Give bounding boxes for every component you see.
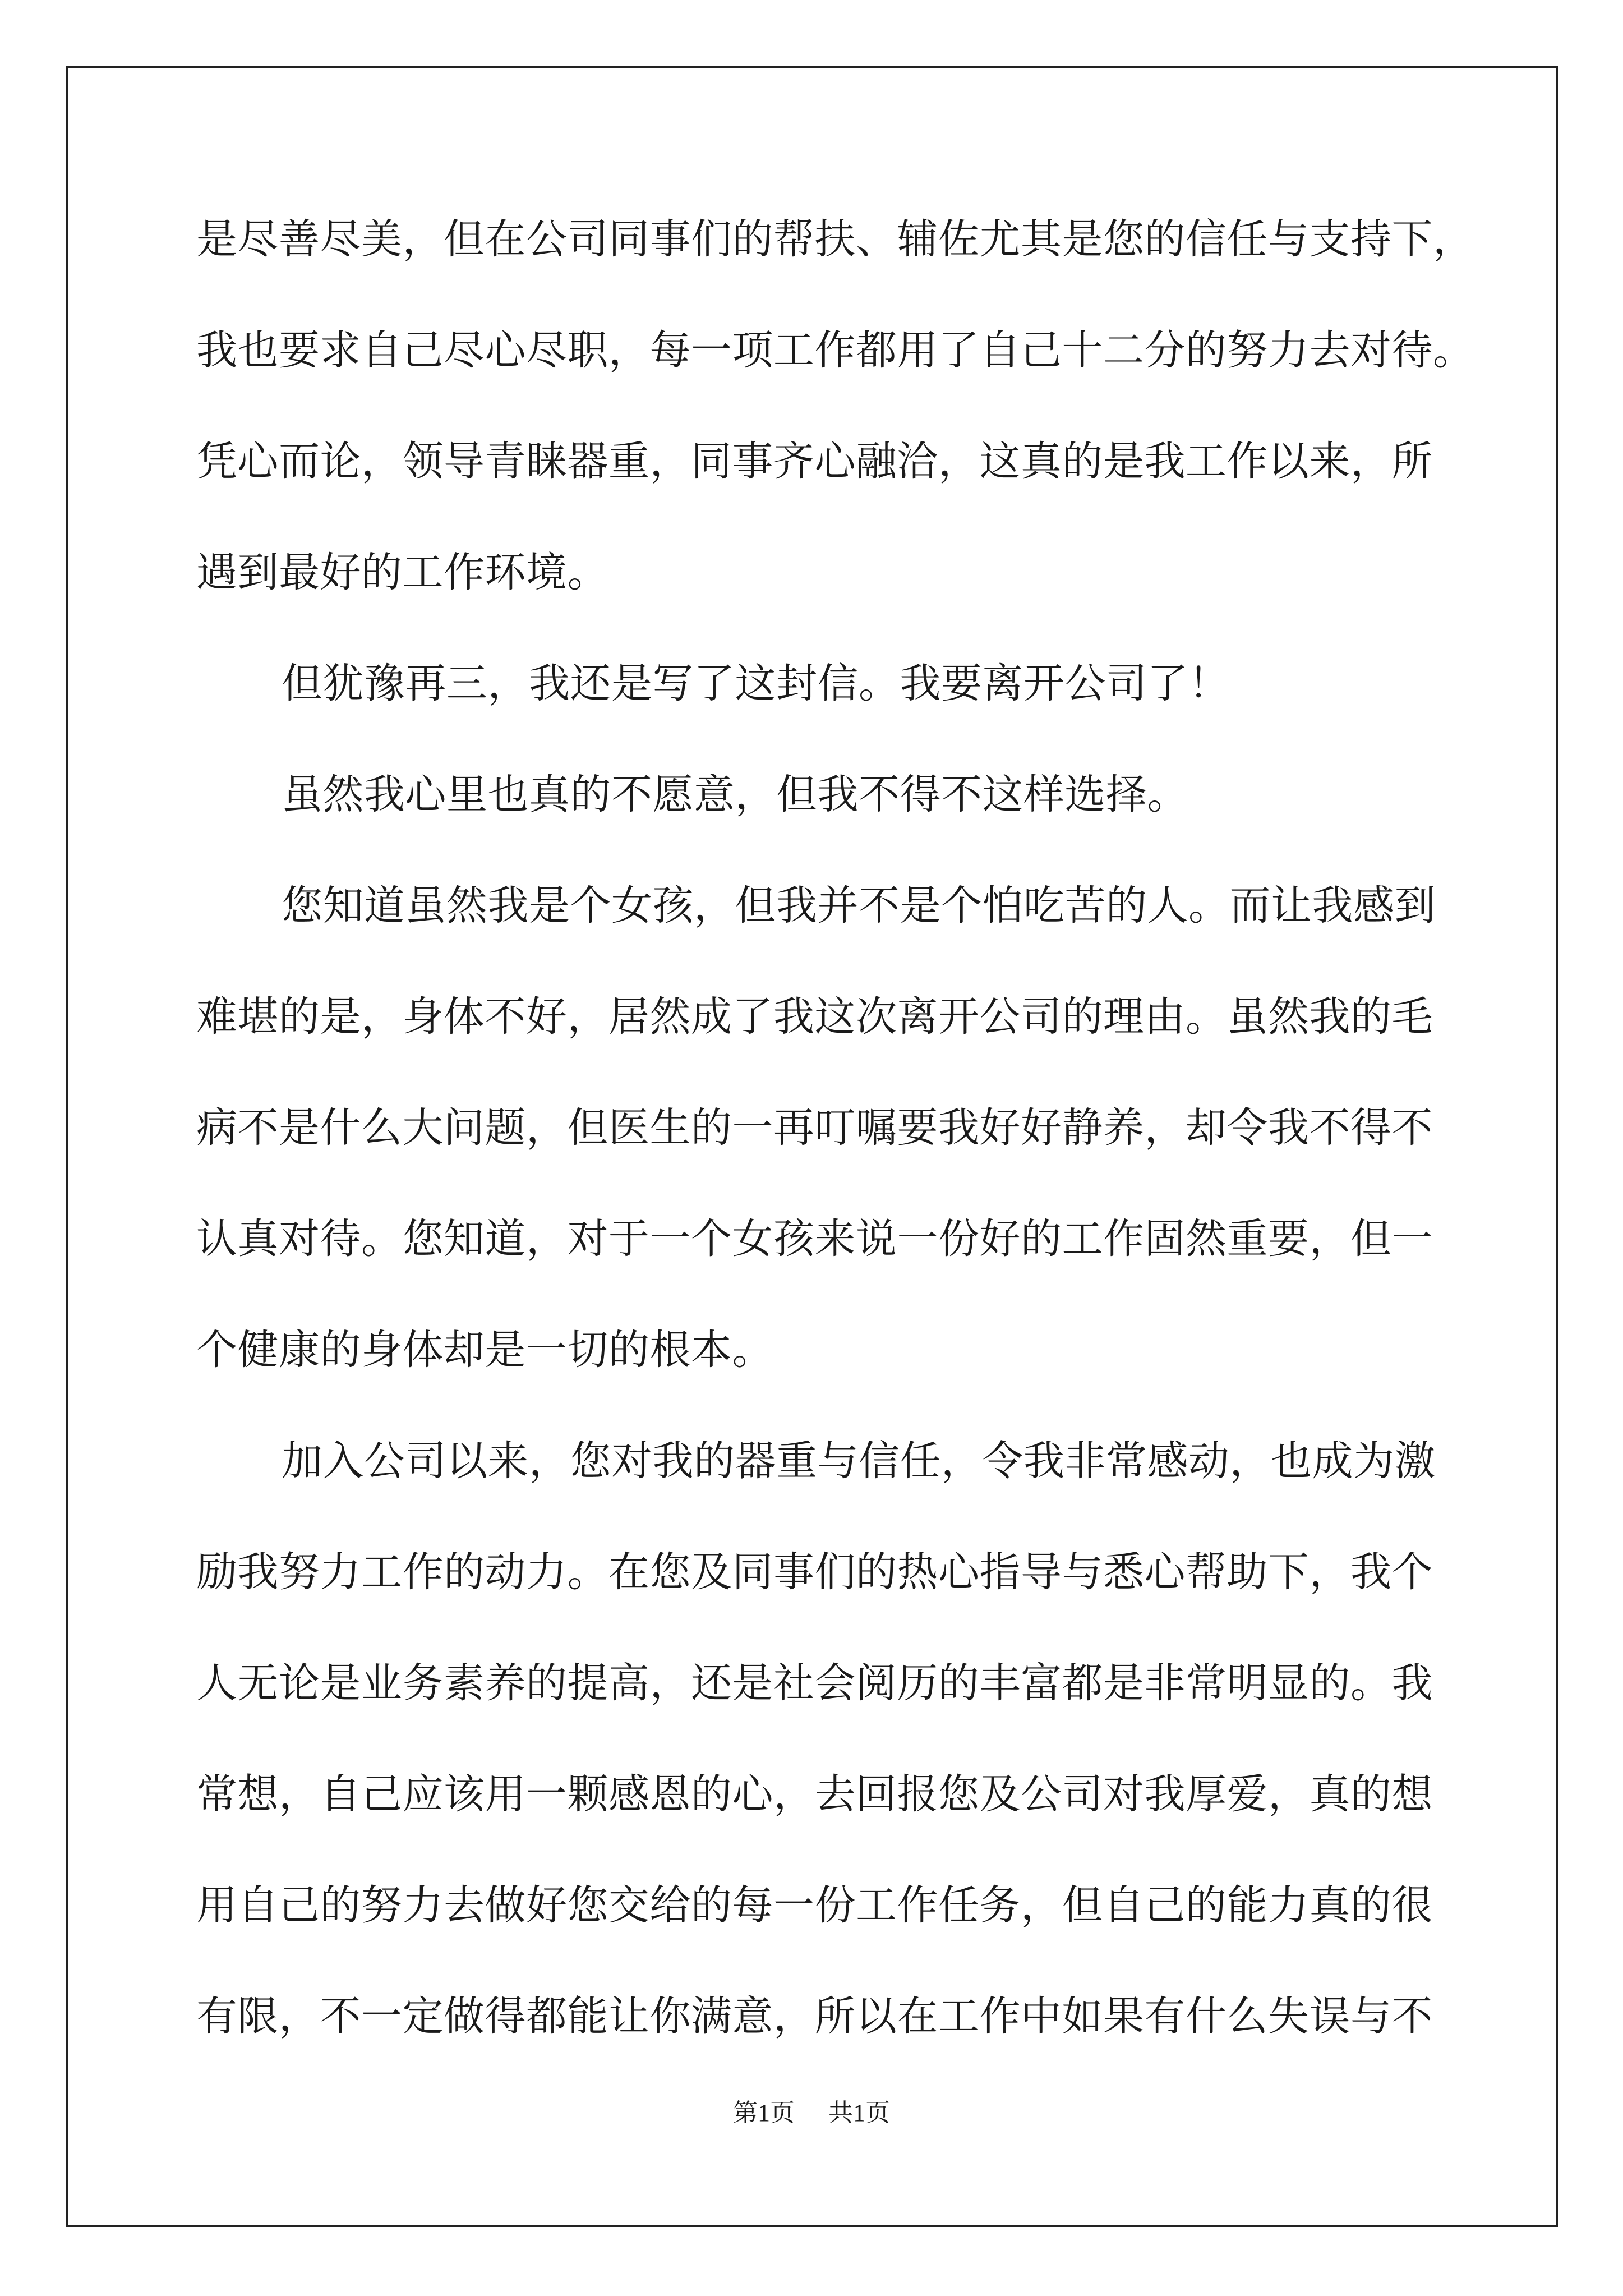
text-line: 您知道虽然我是个女孩，但我并不是个怕吃苦的人。而让我感到	[282, 882, 1436, 930]
text-line: 励我努力工作的动力。在您及同事们的热心指导与悉心帮助下，我个	[196, 1548, 1433, 1596]
text-line: 但犹豫再三，我还是写了这封信。我要离开公司了！	[282, 660, 1230, 707]
text-line: 有限，不一定做得都能让你满意，所以在工作中如果有什么失误与不	[196, 1993, 1433, 2040]
text-line: 人无论是业务素养的提高，还是社会阅历的丰富都是非常明显的。我	[196, 1659, 1433, 1707]
text-line: 加入公司以来，您对我的器重与信任，令我非常感动，也成为激	[282, 1437, 1436, 1485]
text-line: 是尽善尽美，但在公司同事们的帮扶、辅佐尤其是您的信任与支持下，	[196, 215, 1474, 263]
text-line: 个健康的身体却是一切的根本。	[196, 1326, 773, 1374]
text-line: 病不是什么大问题，但医生的一再叮嘱要我好好静养，却令我不得不	[196, 1104, 1433, 1152]
text-line: 认真对待。您知道，对于一个女孩来说一份好的工作固然重要，但一	[196, 1215, 1433, 1263]
text-line: 常想，自己应该用一颗感恩的心，去回报您及公司对我厚爱，真的想	[196, 1770, 1433, 1818]
text-line: 虽然我心里也真的不愿意，但我不得不这样选择。	[282, 771, 1188, 818]
text-line: 用自己的努力去做好您交给的每一份工作任务，但自己的能力真的很	[196, 1881, 1433, 1929]
page-footer	[0, 2101, 1623, 2125]
text-line: 难堪的是，身体不好，居然成了我这次离开公司的理由。虽然我的毛	[196, 993, 1433, 1041]
page-number: 第1页	[733, 2099, 795, 2127]
page-total: 共1页	[828, 2099, 890, 2127]
text-line: 凭心而论，领导青睐器重，同事齐心融洽，这真的是我工作以来，所	[196, 438, 1433, 485]
text-line: 我也要求自己尽心尽职，每一项工作都用了自己十二分的努力去对待。	[196, 326, 1474, 374]
text-line: 遇到最好的工作环境。	[196, 549, 608, 596]
